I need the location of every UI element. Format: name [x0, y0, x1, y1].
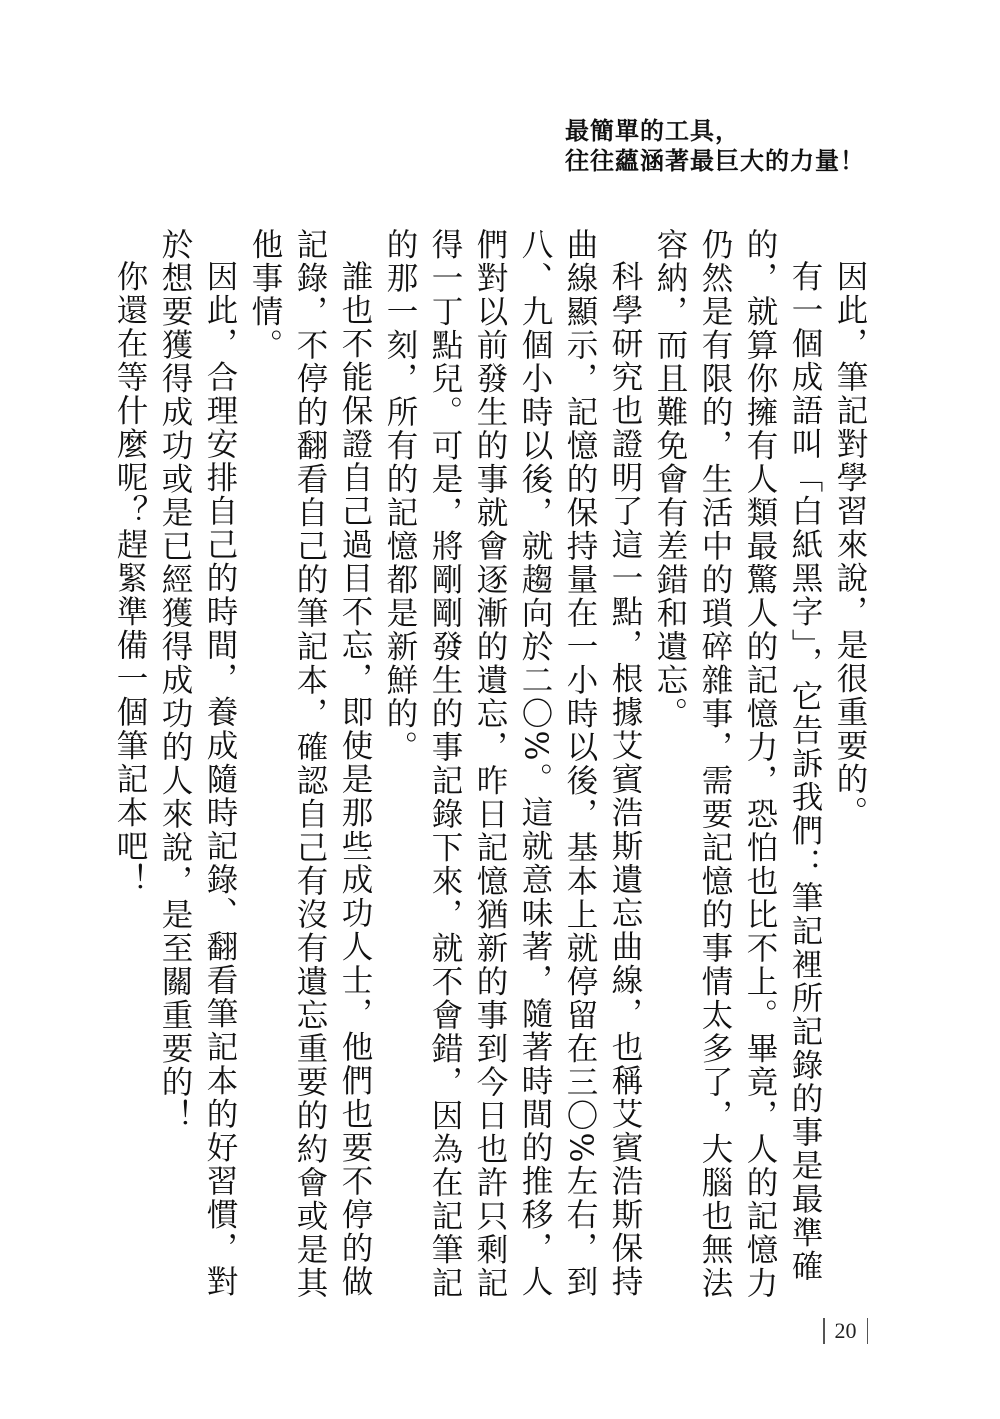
heading-line-1: 最簡單的工具，: [565, 117, 740, 145]
paragraph: 有一個成語叫「白紙黑字」，它告訴我們：筆記裡所記錄的事是最準確的，就算你擁有人類最驚人的記憶力，恐怕也比不上。畢竟，人的記憶力仍然是有限的，生活中的瑣碎雜事，需要記憶的事情太多了，大腦也無法容納，而且難免會有差錯和遺忘。: [652, 228, 823, 1300]
paragraph: 因此，合理安排自己的時間，養成隨時記錄、翻看筆記本的好習慣，對於想要獲得成功或是已經獲得成功的人來說，是至關重要的！: [157, 228, 238, 1298]
heading-line-2: 往往蘊涵著最巨大的力量！: [565, 147, 865, 175]
paragraph: 因此，筆記對學習來說，是很重要的。: [832, 259, 868, 829]
page-number-value: 20: [834, 1318, 857, 1343]
paragraph: 誰也不能保證自己過目不忘，即使是那些成功人士，他們也要不停的做記錄，不停的翻看自己的筆記本，確認自己有沒有遺忘重要的約會或是其他事情。: [247, 228, 373, 1300]
page-number-right-bar: [867, 1318, 869, 1344]
page-number: [823, 1318, 868, 1344]
paragraph: 科學研究也證明了這一點，根據艾賓浩斯遺忘曲線，也稱艾賓浩斯保持曲線顯示，記憶的保持量在一小時以後，基本上就停留在三〇%左右，到八、九個小時以後，就趨向於二〇%。這就意味著，隨著時間的推移，人們對以前發生的事就會逐漸的遺忘，昨日記憶猶新的事到今日也許只剩記得一丁點兒。可是，將剛剛發生的事記錄下來，就不會錯，因為在記筆記的那一刻，所有的記憶都是新鮮的。: [382, 228, 643, 1300]
body-text: [107, 228, 872, 1308]
section-heading: [565, 116, 865, 176]
paragraph: 你還在等什麼呢？趕緊準備一個筆記本吧！: [112, 259, 148, 896]
